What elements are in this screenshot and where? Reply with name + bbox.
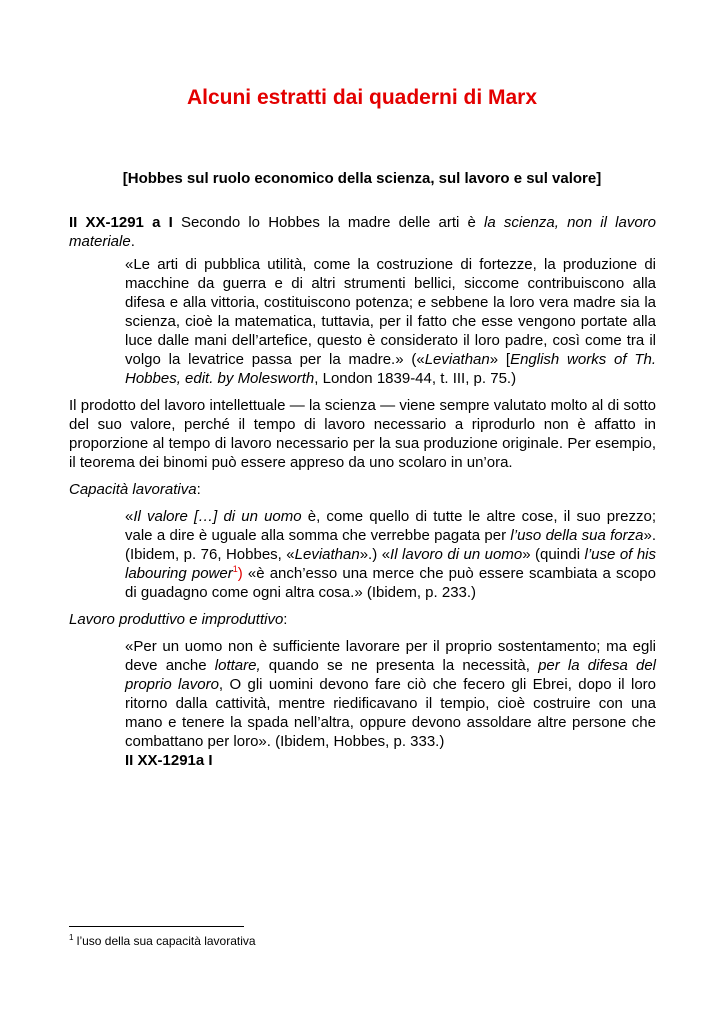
paragraph-intro: II XX-1291 a I Secondo lo Hobbes la madre delle arti è la scienza, non il lavoro materiale.: [69, 214, 656, 250]
quote-value: «Il valore […] di un uomo è, come quello di tutte le altre cose, il suo prezzo; vale a dire è uguale alla somma che verrebbe pagata per l’uso della sua forza». (Ibidem, p. 76, Hobbes, «Leviathan».) «Il lavoro di un uomo» (quindi l’use of his labouring power$^1$) «è anch’esso una merce che può essere scambiata a scopo di guadagno come ogni altra cosa.» (Ibidem, p. 233.): [125, 508, 656, 601]
heading-capacita: Capacità lavorativa:: [69, 481, 201, 498]
paragraph-science: Il prodotto del lavoro intellettuale — la scienza — viene sempre valutato molto al di sotto del suo valore, perché il tempo di lavoro necessario a riprodurlo non è affatto in proporzione al tempo di lavoro necessario per la sua produzione originale. Per esempio, il teorema dei binomi può essere appreso da uno scolaro in un’ora.: [69, 397, 656, 471]
section-subtitle: [Hobbes sul ruolo economico della scienza, sul lavoro e sul valore]: [122, 170, 602, 187]
manuscript-ref-end: II XX-1291a I: [125, 752, 213, 769]
footnote-ref[interactable]: 1: [232, 564, 238, 574]
quote-leviathan: «Le arti di pubblica utilità, come la costruzione di fortezze, la produzione di macchine da guerra e di altri strumenti bellici, siccome contribuiscono alla difesa e alla vittoria, costituiscono potenza; e sebbene la loro vera madre sia la scienza, cioè la matematica, tuttavia, per il fatto che esse vengono portate alla luce dalle mani dell’artefice, questo è considerato il loro padre, così come tra il volgo la levatrice passa per la madre.» («Leviathan» [English works of Th. Hobbes, edit. by Molesworth, London 1839-44, t. III, p. 75.): [125, 256, 656, 387]
footnote-divider: [69, 926, 244, 927]
manuscript-ref: II XX-1291 a I: [69, 214, 173, 231]
page-title: Alcuni estratti dai quaderni di Marx: [186, 86, 538, 109]
document-body: [69, 213, 656, 770]
heading-lavoro: Lavoro produttivo e improduttivo:: [69, 611, 288, 628]
footnote: $^1$ l’uso della sua capacità lavorativa: [69, 933, 256, 948]
quote-labour: «Per un uomo non è sufficiente lavorare per il proprio sostentamento; ma egli deve anche lottare, quando se ne presenta la necessità, per la difesa del proprio lavoro, O gli uomini devono fare ciò che fecero gli Ebrei, dopo il loro ritorno dalla cattività, mentre riedificavano il tempio, cioè costruire con una mano e tenere la spada nell’altra, oppure devono assoldare altre persone che combattano per loro». (Ibidem, Hobbes, p. 333.) II XX-1291a I: [125, 638, 657, 769]
